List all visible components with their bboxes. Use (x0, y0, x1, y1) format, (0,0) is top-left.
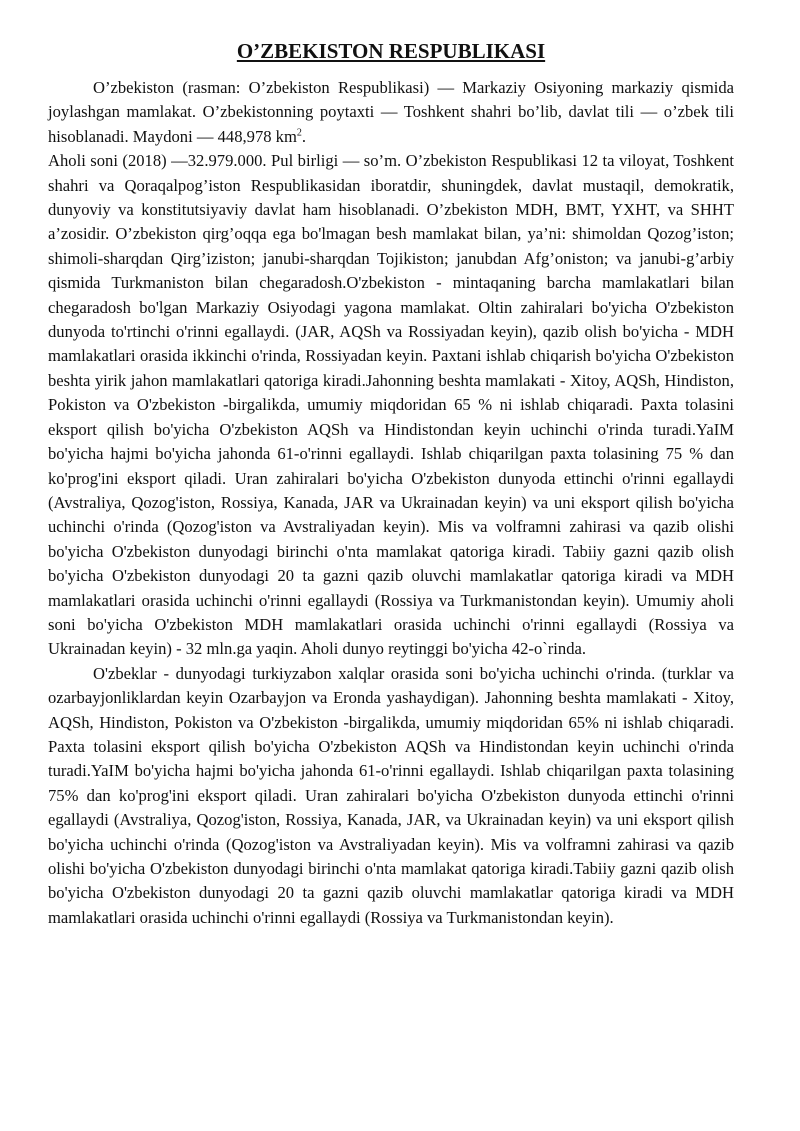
paragraph-intro (48, 76, 734, 149)
paragraph-intro-end: . (301, 126, 307, 146)
paragraph-uzbeks: O'zbeklar - dunyodagi turkiyzabon xalqlar orasida soni bo'yicha uchinchi o'rinda. (turklar va ozarbayjonliklardan keyin Ozarbayjon va Eronda yashaydigan). Jahonning beshta mamlakati - Xitoy, AQSh, Hindiston, Pokiston va O'zbekiston -birgalikda, umumiy miqdoridan 65% ni ishlab chiqaradi. Paxta tolasini eksport qilish bo'yicha O'zbekiston AQSh va Hindistondan keyin uchinchi o'rinda turadi.YaIM bo'yicha hajmi bo'yicha jahonda 61-o'rinni egallaydi. Ishlab chiqarilgan paxta tolasining 75% dan ko'prog'ini eksport qiladi. Uran zahiralari bo'yicha O'zbekiston dunyoda ettinchi o'rinni egallaydi (Avstraliya, Qozog'iston, Rossiya, Kanada, JAR, va Ukrainadan keyin) va uni eksport qilish bo'yicha uchinchi o'rinda (Qozog'iston va Avstraliyadan keyin). Mis va volframni zahirasi va qazib olishi bo'yicha O'zbekiston dunyodagi birinchi o'nta mamlakat qatoriga kiradi.Tabiiy gazni qazib olish bo'yicha O'zbekiston dunyodagi 20 ta gazni qazib oluvchi mamlakatlar qatoriga kiradi va MDH mamlakatlari orasida uchinchi o'rinni egallaydi (Rossiya va Turkmanistondan keyin). (48, 663, 734, 927)
paragraph-intro-text: O’zbekiston (rasman: O’zbekiston Respublikasi) — Markaziy Osiyoning markaziy qismida joylashgan mamlakat. O’zbekistonning poytaxti — Toshkent shahri bo’lib, davlat tili — o’zbek tili hisoblanadi. Maydoni — 448,978 km (48, 78, 734, 146)
document-page (48, 36, 734, 930)
paragraph-population: Aholi soni (2018) —32.979.000. Pul birligi — so’m. O’zbekiston Respublikasi 12 ta viloyat, Toshkent shahri va Qoraqalpog’iston Respublikasidan iboratdir, shuningdek, davlat mustaqil, demokratik, dunyoviy va konstitutsiyaviy davlat ham hisoblanadi. O’zbekiston MDH, BMT, YXHT, va SHHT a’zosidir. O’zbekiston qirg’oqqa ega bo'lmagan besh mamlakat bilan, ya’ni: shimoldan Qozog’iston; shimoli-sharqdan Qirg’iziston; janubi-sharqdan Tojikiston; janubdan Afg’oniston; va janubi-g’arbiy qismida Turkmaniston bilan chegaradosh.O'zbekiston - mintaqaning barcha mamlakatlari bilan chegaradosh bo'lgan Markaziy Osiyodagi yagona mamlakat. Oltin zahiralari bo'yicha O'zbekiston dunyoda to'rtinchi o'rinni egallaydi. (JAR, AQSh va Rossiyadan keyin), qazib olish bo'yicha - MDH mamlakatlari orasida ikkinchi o'rinda, Rossiyadan keyin. Paxtani ishlab chiqarish bo'yicha O'zbekiston beshta yirik jahon mamlakatlari qatoriga kiradi.Jahonning beshta mamlakati - Xitoy, AQSh, Hindiston, Pokiston va O'zbekiston -birgalikda, umumiy miqdoridan 65 % ni ishlab chiqaradi. Paxta tolasini eksport qilish bo'yicha O'zbekiston AQSh va Hindistondan keyin uchinchi o'rinda turadi.YaIM bo'yicha hajmi bo'yicha jahonda 61-o'rinni egallaydi. Ishlab chiqarilgan paxta tolasining 75 % dan ko'prog'ini eksport qiladi. Uran zahiralari bo'yicha O'zbekiston dunyoda ettinchi o'rinni egallaydi (Avstraliya, Qozog'iston, Rossiya, Kanada, JAR va Ukrainadan keyin) va uni eksport qilish bo'yicha uchinchi o'rinda (Qozog'iston va Avstraliyadan keyin). Mis va volframni zahirasi va qazib olishi bo'yicha O'zbekiston dunyodagi birinchi o'nta mamlakat qatoriga kiradi. Tabiiy gazni qazib olish bo'yicha O'zbekiston dunyodagi 20 ta gazni qazib oluvchi mamlakatlar qatoriga kiradi va MDH mamlakatlari orasida uchinchi o'rinni egallaydi (Rossiya va Turkmanistondan keyin). Umumiy aholi soni bo'yicha O'zbekiston MDH mamlakatlari orasida uchinchi o'rinni egallaydi (Rossiya va Ukrainadan keyin) - 32 mln.ga yaqin. Aholi dunyo reytinggi bo'yicha 42-o`rinda. (48, 151, 734, 659)
area-unit-superscript: 2 (296, 127, 302, 139)
document-title: O’ZBEKISTON RESPUBLIKASI (236, 39, 546, 63)
